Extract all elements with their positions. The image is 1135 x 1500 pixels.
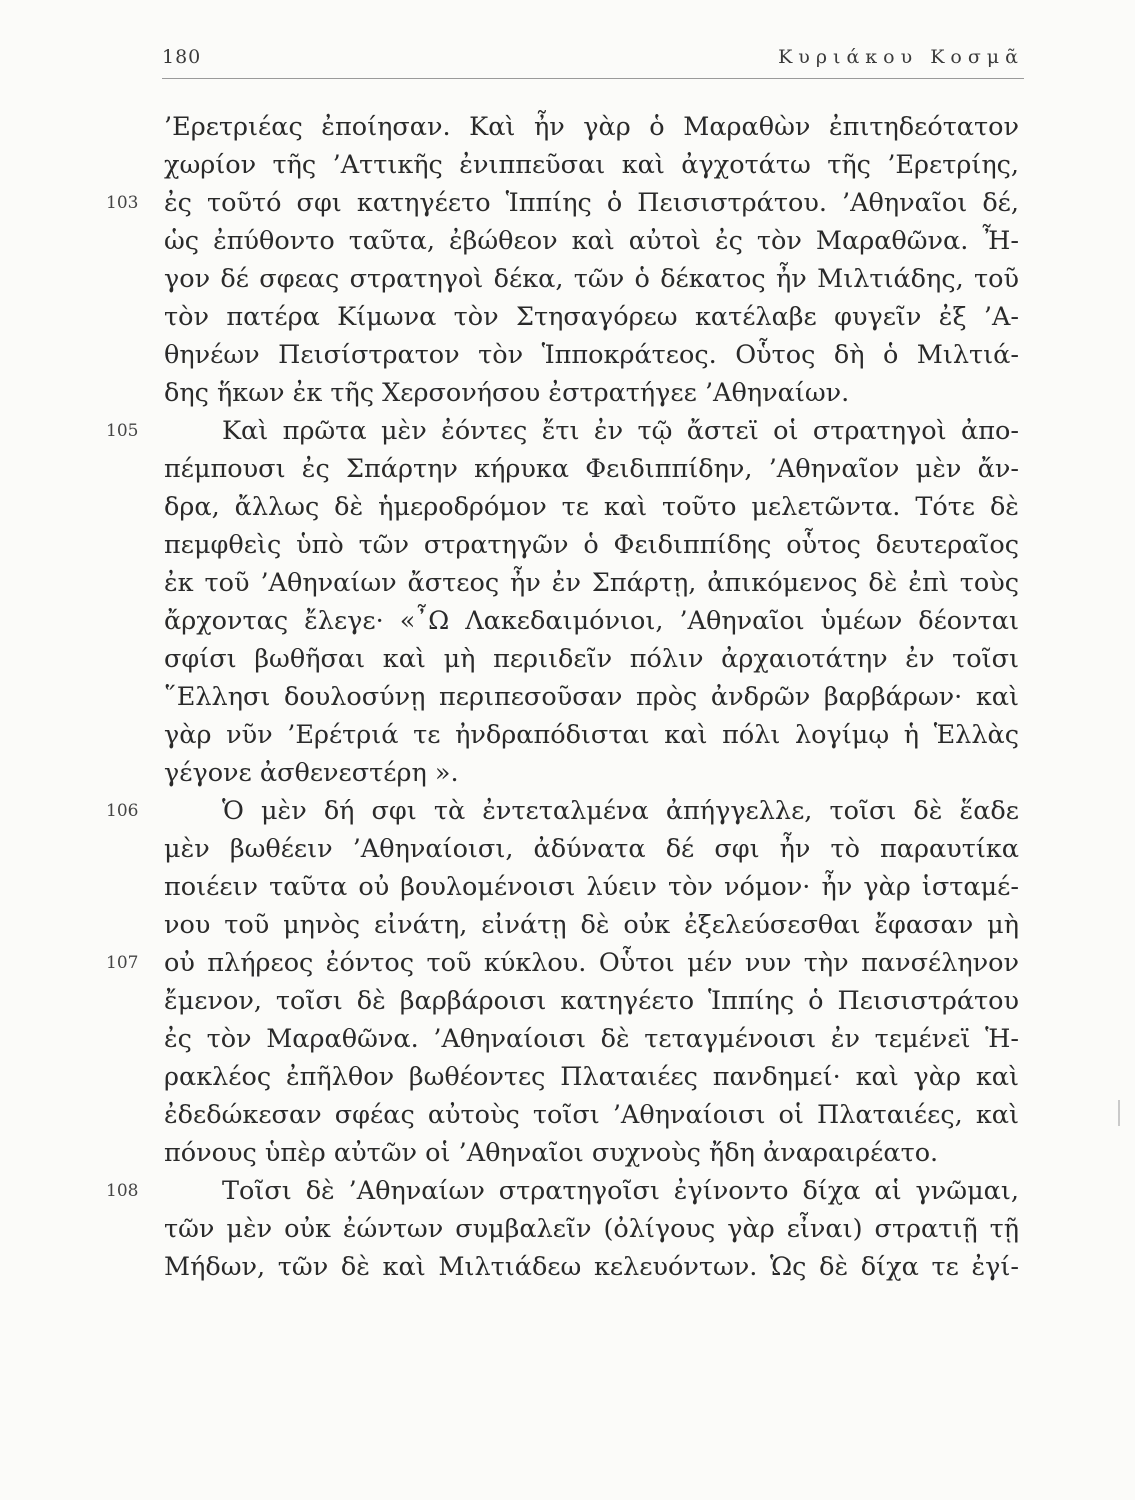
text-line: ’Ερετριέας ἐποίησαν. Καὶ ἦν γὰρ ὁ Μαραθὼν ἐπιτηδεότατον bbox=[164, 112, 1019, 142]
text-line: ἐκ τοῦ ’Αθηναίων ἄστεος ἦν ἐν Σπάρτῃ, ἀπικόμενος δὲ ἐπὶ τοὺς bbox=[164, 568, 1019, 598]
text-line: γὰρ νῦν ’Ερέτριά τε ἠνδραπόδισται καὶ πόλι λογίμῳ ἡ Ἑλλὰς bbox=[164, 720, 1019, 750]
text-line: ἄρχοντας ἔλεγε· «῏Ω Λακεδαιμόνιοι, ’Αθηναῖοι ὑμέων δέονται bbox=[164, 606, 1019, 636]
text-line: θηνέων Πεισίστρατον τὸν Ἱπποκράτεος. Οὗτος δὴ ὁ Μιλτιά- bbox=[164, 340, 1019, 370]
text-line: σφίσι βωθῆσαι καὶ μὴ περιιδεῖν πόλιν ἀρχαιοτάτην ἐν τοῖσι bbox=[164, 644, 1019, 674]
text-line: νου τοῦ μηνὸς εἰνάτη, εἰνάτῃ δὲ οὐκ ἐξελεύσεσθαι ἔφασαν μὴ bbox=[164, 910, 1019, 940]
text-line: ἐδεδώκεσαν σφέας αὐτοὺς τοῖσι ’Αθηναίοισι οἱ Πλαταιέες, καὶ bbox=[164, 1100, 1019, 1130]
text-line: γέγονε ἀσθενεστέρη ». bbox=[164, 758, 459, 788]
text-line: γον δέ σφεας στρατηγοὶ δέκα, τῶν ὁ δέκατος ἦν Μιλτιάδης, τοῦ bbox=[164, 264, 1019, 294]
running-title: Κυριάκου Κοσμᾶ bbox=[778, 46, 1024, 68]
text-line: Μήδων, τῶν δὲ καὶ Μιλτιάδεω κελευόντων. Ὡς δὲ δίχα τε ἐγί- bbox=[164, 1252, 1019, 1282]
text-line: ὡς ἐπύθοντο ταῦτα, ἐβώθεον καὶ αὐτοὶ ἐς τὸν Μαραθῶνα. Ἦ- bbox=[164, 226, 1019, 256]
section-number: 105 bbox=[106, 421, 139, 441]
text-line: Τοῖσι δὲ ’Αθηναίων στρατηγοῖσι ἐγίνοντο δίχα αἱ γνῶμαι, bbox=[222, 1176, 1019, 1206]
text-line: ἐς τοῦτό σφι κατηγέετο Ἱππίης ὁ Πεισιστράτου. ’Αθηναῖοι δέ, bbox=[164, 188, 1019, 218]
page-number: 180 bbox=[162, 46, 202, 68]
text-line: πεμφθεὶς ὑπὸ τῶν στρατηγῶν ὁ Φειδιππίδης οὗτος δευτεραῖος bbox=[164, 530, 1019, 560]
section-number: 108 bbox=[106, 1181, 139, 1201]
text-line: ἐς τὸν Μαραθῶνα. ’Αθηναίοισι δὲ τεταγμένοισι ἐν τεμένεϊ Ἡ- bbox=[164, 1024, 1019, 1054]
page-header bbox=[162, 44, 1024, 79]
text-line: τῶν μὲν οὐκ ἐώντων συμβαλεῖν (ὀλίγους γὰρ εἶναι) στρατιῇ τῇ bbox=[164, 1214, 1019, 1244]
text-line: τὸν πατέρα Κίμωνα τὸν Στησαγόρεω κατέλαβε φυγεῖν ἐξ ’Α- bbox=[164, 302, 1019, 332]
section-number: 107 bbox=[106, 953, 139, 973]
text-line: Ὁ μὲν δή σφι τὰ ἐντεταλμένα ἀπήγγελλε, τοῖσι δὲ ἕαδε bbox=[222, 796, 1019, 826]
text-line: ἔμενον, τοῖσι δὲ βαρβάροισι κατηγέετο Ἱππίης ὁ Πεισιστράτου bbox=[164, 986, 1019, 1016]
text-line: Καὶ πρῶτα μὲν ἐόντες ἔτι ἐν τῷ ἄστεϊ οἱ στρατηγοὶ ἀπο- bbox=[222, 416, 1019, 446]
text-line: ρακλέος ἐπῆλθον βωθέοντες Πλαταιέες πανδημεί· καὶ γὰρ καὶ bbox=[164, 1062, 1019, 1092]
section-number: 106 bbox=[106, 801, 139, 821]
text-line: ῞Ελλησι δουλοσύνῃ περιπεσοῦσαν πρὸς ἀνδρῶν βαρβάρων· καὶ bbox=[164, 682, 1019, 712]
text-line: χωρίον τῆς ’Αττικῆς ἐνιππεῦσαι καὶ ἀγχοτάτω τῆς ’Ερετρίης, bbox=[164, 150, 1019, 180]
text-line: μὲν βωθέειν ’Αθηναίοισι, ἀδύνατα δέ σφι ἦν τὸ παραυτίκα bbox=[164, 834, 1019, 864]
section-number: 103 bbox=[106, 193, 139, 213]
margin-mark bbox=[1118, 1100, 1120, 1126]
text-line: πέμπουσι ἐς Σπάρτην κήρυκα Φειδιππίδην, ’Αθηναῖον μὲν ἄν- bbox=[164, 454, 1019, 484]
text-line: ποιέειν ταῦτα οὐ βουλομένοισι λύειν τὸν νόμον· ἦν γὰρ ἱσταμέ- bbox=[164, 872, 1019, 902]
text-line: πόνους ὑπὲρ αὐτῶν οἱ ’Αθηναῖοι συχνοὺς ἤδη ἀναραιρέατο. bbox=[164, 1138, 939, 1168]
text-line: οὐ πλήρεος ἐόντος τοῦ κύκλου. Οὗτοι μέν νυν τὴν πανσέληνον bbox=[164, 948, 1019, 978]
text-line: δρα, ἄλλως δὲ ἡμεροδρόμον τε καὶ τοῦτο μελετῶντα. Τότε δὲ bbox=[164, 492, 1019, 522]
text-line: δης ἥκων ἐκ τῆς Χερσονήσου ἐστρατήγεε ’Αθηναίων. bbox=[164, 378, 850, 408]
